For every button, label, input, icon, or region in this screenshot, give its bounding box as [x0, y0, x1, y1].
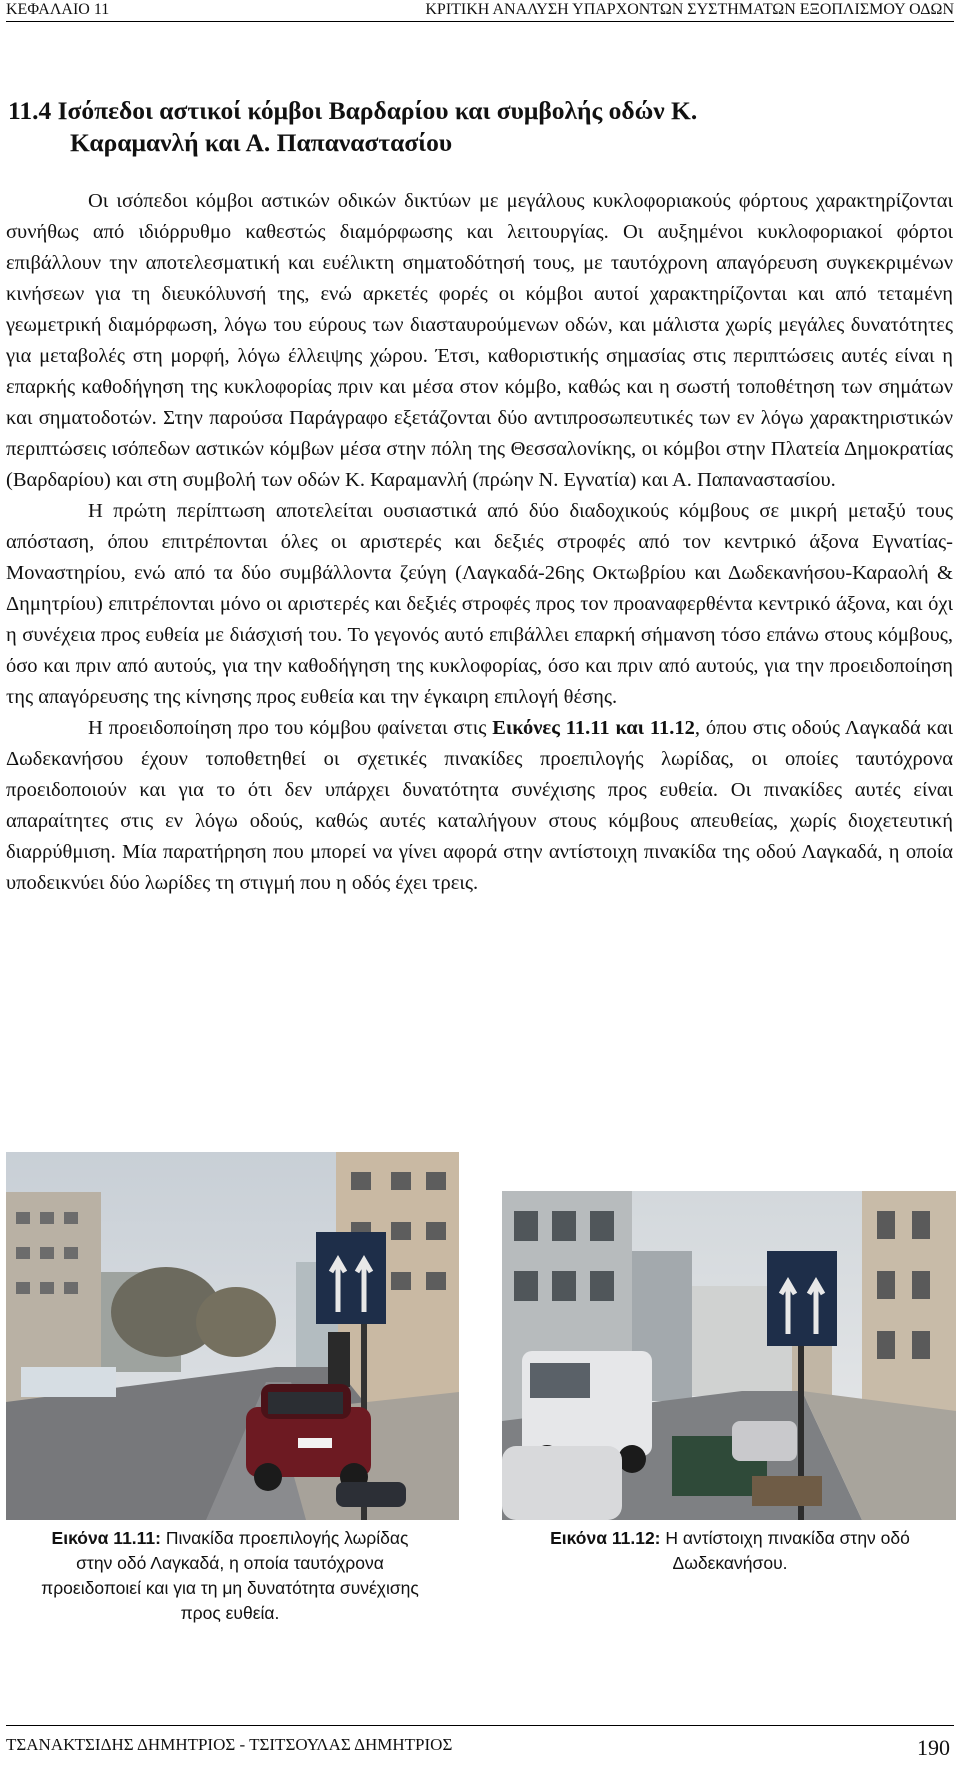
page-footer — [6, 1725, 954, 1765]
section-title-line-2: Καραμανλή και Α. Παπαναστασίου — [70, 128, 453, 158]
paragraph-1: Οι ισόπεδοι κόμβοι αστικών οδικών δικτύων με μεγάλους κυκλοφοριακούς φόρτους χαρακτηρίζονται συνήθως από ιδιόρρυθμο καθεστώς διαμόρφωσης και λειτουργίας. Οι αυξημένοι κυκλοφοριακοί φόρτοι επιβάλλουν την αποτελεσματική και ευέλικτη σηματοδότησή τους, με ταυτόχρονη απαγόρευση συγκεκριμένων κινήσεων για τη διευκόλυνσή της, ενώ αρκετές φορές οι κόμβοι αυτοί χαρακτηρίζονται και από τεταμένη γεωμετρική διαμόρφωση, λόγω του εύρους των διασταυρούμενων οδών, και μάλιστα χωρίς μεγάλες δυνατότητες για μεταβολές στη μορφή, λόγω έλλειψης χώρου. Έτσι, καθοριστικής σημασίας στις περιπτώσεις αυτές είναι η επαρκής καθοδήγηση της κυκλοφορίας πριν και μέσα στον κόμβο, καθώς και η σωστή τοποθέτηση των σημάτων και σηματοδοτών. Στην παρούσα Παράγραφο εξετάζονται δύο αντιπροσωπευτικές των εν λόγω χαρακτηριστικών περιπτώσεις ισόπεδων αστικών κόμβων μέσα στην πόλη της Θεσσαλονίκης, οι κόμβοι στην Πλατεία Δημοκρατίας (Βαρδαρίου) και στη συμβολή των οδών Κ. Καραμανλή (πρώην Ν. Εγνατία) και Α. Παπαναστασίου. — [6, 190, 953, 491]
footer-authors: ΤΣΑΝΑΚΤΣΙΔΗΣ ΔΗΜΗΤΡΙΟΣ - ΤΣΙΤΣΟΥΛΑΣ ΔΗΜΗΤΡΙΟΣ — [6, 1735, 453, 1754]
paragraph-3-text-a: Η προειδοποίηση προ του κόμβου φαίνεται στις — [88, 717, 493, 739]
figure-reference: Εικόνες 11.11 και 11.12 — [492, 717, 695, 739]
street-photo-dodekanisou — [502, 1191, 956, 1520]
chapter-title: ΚΡΙΤΙΚΗ ΑΝΑΛΥΣΗ ΥΠΑΡΧΟΝΤΩΝ ΣΥΣΤΗΜΑΤΩΝ ΕΞΟΠΛΙΣΜΟΥ ΟΔΩΝ — [425, 1, 954, 18]
figure-11-11-photo — [6, 1152, 459, 1520]
section-title-line-1: 11.4 Ισόπεδοι αστικοί κόμβοι Βαρδαρίου και συμβολής οδών Κ. — [8, 96, 698, 126]
section-title — [8, 95, 908, 159]
street-photo-lagkada — [6, 1152, 459, 1520]
page-header — [6, 0, 954, 20]
paragraph-3 — [6, 713, 953, 899]
paragraph-3-text-b: , όπου στις οδούς Λαγκαδά και Δωδεκανήσου έχουν τοποθετηθεί οι σχετικές πινακίδες προεπιλογής λωρίδας, οι οποίες ταυτόχρονα προειδοποιούν και για το ότι δεν υπάρχει δυνατότητα συνέχισης προς ευθεία. Οι πινακίδες αυτές είναι απαραίτητες στις εν λόγω οδούς, καθώς αυτές καταλήγουν στους κόμβους απευθείας, χωρίς διοχετευτική διαρρύθμιση. Μία παρατήρηση που μπορεί να γίνει αφορά στην αντίστοιχη πινακίδα της οδού Λαγκαδά, η οποία υποδεικνύει δύο λωρίδες τη στιγμή που η οδός έχει τρεις. — [6, 717, 953, 894]
header-rule — [6, 21, 954, 22]
figure-11-11-caption-text: Πινακίδα προεπιλογής λωρίδας στην οδό Λαγκαδά, η οποία ταυτόχρονα προειδοποιεί και για τη μη δυνατότητα συνέχισης προς ευθεία. — [41, 1528, 419, 1623]
figure-11-11-caption — [40, 1526, 420, 1626]
page-number: 190 — [917, 1735, 950, 1760]
figure-11-12-caption — [520, 1526, 940, 1576]
figure-11-12-photo — [502, 1191, 956, 1520]
figure-11-12-label: Εικόνα 11.12: — [550, 1528, 661, 1548]
chapter-label: ΚΕΦΑΛΑΙΟ 11 — [6, 1, 110, 18]
paragraph-2: Η πρώτη περίπτωση αποτελείται ουσιαστικά από δύο διαδοχικούς κόμβους σε μικρή μεταξύ τους απόσταση, όπου επιτρέπονται όλες οι αριστερές και δεξιές στροφές από τον κεντρικό άξονα Εγνατίας-Μοναστηρίου, ενώ από τα δύο συμβάλλοντα ζεύγη (Λαγκαδά-26ης Οκτωβρίου και Δωδεκανήσου-Καραολή & Δημητρίου) επιτρέπονται μόνο οι αριστερές και δεξιές στροφές προς τον προαναφερθέντα κεντρικό άξονα, και όχι η συνέχεια προς ευθεία με διάσχισή του. Το γεγονός αυτό επιβάλλει επαρκή σήμανση τόσο επάνω στους κόμβους, όσο και πριν από αυτούς, για την καθοδήγηση της κυκλοφορίας, όσο και πριν από αυτούς, για την προειδοποίηση της απαγόρευσης της κίνησης προς ευθεία και την έγκαιρη επιλογή θέσης. — [6, 500, 953, 708]
figure-11-12-caption-text: Η αντίστοιχη πινακίδα στην οδό Δωδεκανήσου. — [665, 1528, 910, 1573]
figure-11-11-label: Εικόνα 11.11: — [51, 1528, 161, 1548]
footer-rule — [6, 1725, 954, 1726]
body-text — [6, 186, 953, 899]
